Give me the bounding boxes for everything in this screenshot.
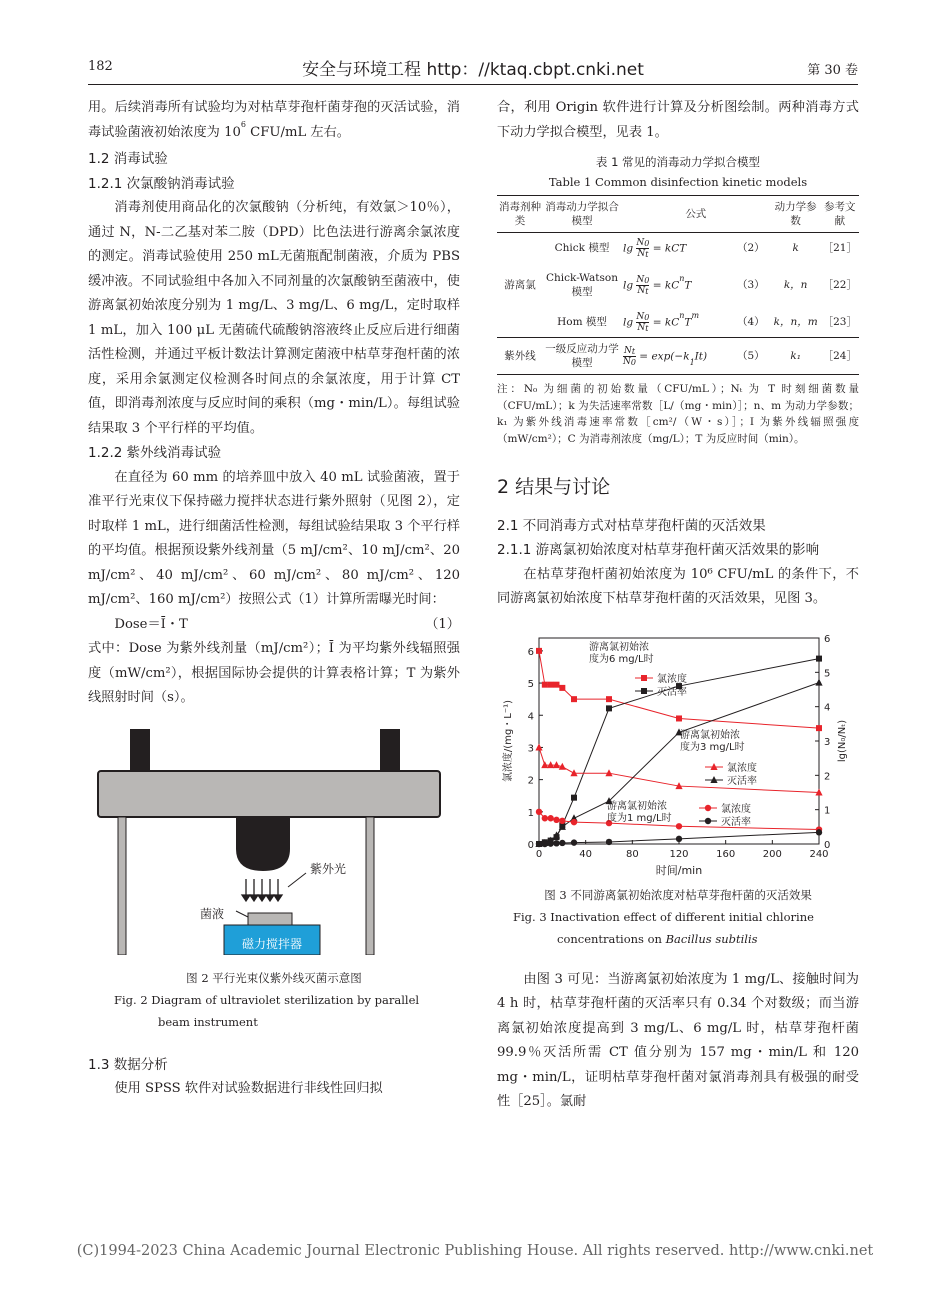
data-point xyxy=(559,817,565,823)
legend-group-label: 游离氯初始浓 xyxy=(607,800,667,812)
left-post xyxy=(130,729,150,771)
table1-note: 注：N₀ 为细菌的初始数量（CFU/mL）；Nₜ 为 T 时刻细菌数量（CFU/mL）；k 为失活速率常数［L/（mg・min）］；n、m 为动力学参数；k₁ 为紫外线消毒速率常数［cm²/（W・s）］；I 为紫外线辐照强度（mW/cm²）；C 为消毒剂浓度（mg/L）；T 为反应时间（min）。 xyxy=(497,383,859,445)
uv-lamp xyxy=(236,817,290,871)
data-point xyxy=(536,647,542,653)
data-point xyxy=(676,835,682,841)
y-right-axis-label: lg(N₀/Nₜ) xyxy=(837,719,848,762)
y-tick-label: 4 xyxy=(527,710,534,722)
y-right-tick-label: 5 xyxy=(824,667,831,679)
data-point xyxy=(553,816,559,822)
data-point xyxy=(536,840,542,846)
section-2-1: 2.1 不同消毒方式对枯草芽孢杆菌的灭活效果 xyxy=(497,517,766,534)
paragraph-equation-legend: 式中：Dose 为紫外线剂量（mJ/cm²）；Ī 为平均紫外线辐照强度（mW/cm²），根据国际协会提供的计算表格计算；T 为紫外线照射时间（s）。 xyxy=(88,641,460,705)
y-right-tick-label: 1 xyxy=(824,805,831,817)
beam-plate xyxy=(98,771,440,817)
th-formula: 公式 xyxy=(621,196,771,233)
y-right-tick-label: 0 xyxy=(824,839,831,851)
x-tick-label: 240 xyxy=(809,848,829,860)
journal-title: 安全与环境工程 http：//ktaq.cbpt.cnki.net xyxy=(302,60,644,80)
legend-conc-label: 氯浓度 xyxy=(721,803,751,815)
data-point xyxy=(676,715,682,721)
y-tick-label: 0 xyxy=(527,839,534,851)
data-point xyxy=(606,696,612,702)
section-1-2: 1.2 消毒试验 xyxy=(88,151,168,167)
table-row: Hom 模型 lg $\frac{N0}{Nt} = kC^nT^m$ （4） k，n，m ［23］ xyxy=(557,310,857,333)
legend-group-label: 度为6 mg/L时 xyxy=(589,653,654,665)
data-point xyxy=(676,823,682,829)
volume-label: 第 30 卷 xyxy=(807,63,858,78)
data-point xyxy=(816,655,822,661)
data-point xyxy=(816,829,822,835)
sample-dish xyxy=(248,913,292,925)
data-point xyxy=(815,678,822,685)
x-tick-label: 80 xyxy=(625,848,639,860)
y-tick-label: 6 xyxy=(527,646,534,658)
th-model: 消毒动力学拟合模型 xyxy=(543,196,621,233)
data-point xyxy=(816,725,822,731)
section-2: 2 结果与讨论 xyxy=(497,476,611,498)
legend-marker-inact xyxy=(705,817,711,823)
data-point xyxy=(606,838,612,844)
left-column xyxy=(88,96,460,1102)
data-point xyxy=(559,684,565,690)
th-kind: 消毒剂种类 xyxy=(497,196,543,233)
series-line xyxy=(539,682,819,843)
legend-inact-label: 灭活率 xyxy=(721,816,751,828)
legend-inact-label: 灭活率 xyxy=(727,775,757,787)
data-point xyxy=(559,839,565,845)
y-right-tick-label: 6 xyxy=(824,633,831,645)
legend-conc-label: 氯浓度 xyxy=(727,762,757,774)
data-point xyxy=(571,839,577,845)
paragraph-cont: 用。后续消毒所有试验均为对枯草芽孢杆菌芽孢的灭活试验，消毒试验菌液初始浓度为 $10^6$ CFU/mL 左右。 xyxy=(88,100,460,140)
x-axis-label: 时间/min xyxy=(655,863,703,877)
data-point xyxy=(548,681,554,687)
legend-marker-conc xyxy=(641,675,647,681)
y-right-tick-label: 3 xyxy=(824,736,831,748)
data-point xyxy=(547,840,553,846)
copyright-footer: (C)1994-2023 China Academic Journal Electronic Publishing House. All rights reserved. http://www.cnki.net xyxy=(76,1243,874,1259)
data-point xyxy=(553,840,559,846)
th-param: 动力学参数 xyxy=(771,196,821,233)
liquid-label: 菌液 xyxy=(200,906,225,921)
legend-group-label: 度为3 mg/L时 xyxy=(680,741,745,753)
data-point xyxy=(547,815,553,821)
fig2-caption-en1: Fig. 2 Diagram of ultraviolet sterilization by parallel xyxy=(114,992,420,1007)
right-column xyxy=(497,96,859,1115)
table-row: 游离氯 Chick 模型 lg $\frac{N0}{Nt}$ = kCT （2） k ［21］ xyxy=(504,237,857,291)
y-tick-label: 3 xyxy=(527,742,534,754)
legend-group-label: 游离氯初始浓 xyxy=(680,729,740,741)
x-tick-label: 200 xyxy=(762,848,782,860)
data-point xyxy=(571,818,577,824)
table-row: Chick-Watson 模型 lg $\frac{N0}{Nt} = kC^nT$ （3） k，n ［22］ xyxy=(545,272,857,298)
right-post xyxy=(380,729,400,771)
fig2-caption-cn: 图 2 平行光束仪紫外线灭菌示意图 xyxy=(186,970,362,985)
data-point xyxy=(542,681,548,687)
section-1-2-2: 1.2.2 紫外线消毒试验 xyxy=(88,445,222,461)
paragraph-fig3-discussion: 由图 3 可见：当游离氯初始浓度为 1 mg/L、接触时间为 4 h 时，枯草芽孢杆菌的灭活率只有 0.34 个对数级；而当游离氯初始浓度提高到 3 mg/L、6 mg/L 时，枯草芽孢杆菌 99.9％灭活所需 CT 值分别为 157 mg・min/L 和 120 mg・min/L，证明枯草芽孢杆菌对氯消毒剂具有极强的耐受性［25］。氯耐 xyxy=(497,971,859,1109)
uv-arrows xyxy=(242,873,306,901)
y-right-tick-label: 2 xyxy=(824,770,831,782)
legend-marker-inact xyxy=(641,688,647,694)
y-axis-label: 氯浓度/(mg・L⁻¹) xyxy=(503,699,514,782)
section-1-2-1: 1.2.1 次氯酸钠消毒试验 xyxy=(88,175,235,192)
fig3-caption-en2: concentrations on Bacillus subtilis xyxy=(557,931,758,946)
x-tick-label: 40 xyxy=(579,848,593,860)
section-2-1-1: 2.1.1 游离氯初始浓度对枯草芽孢杆菌灭活效果的影响 xyxy=(497,542,820,558)
figure-2 xyxy=(88,729,460,955)
y-tick-label: 5 xyxy=(527,678,534,690)
page-number: 182 xyxy=(88,59,113,74)
table1-caption-en: Table 1 Common disinfection kinetic models xyxy=(548,175,808,189)
legend-marker-conc xyxy=(705,804,711,810)
section-1-3: 1.3 数据分析 xyxy=(88,1056,168,1073)
y-right-tick-label: 4 xyxy=(824,702,831,714)
legend-group-label: 度为1 mg/L时 xyxy=(607,812,672,824)
data-point xyxy=(571,794,577,800)
uv-apparatus-diagram xyxy=(88,729,460,955)
figure-3 xyxy=(497,626,859,878)
kinetic-models-table xyxy=(497,195,859,375)
x-tick-label: 120 xyxy=(669,848,689,860)
plot-frame xyxy=(539,638,819,844)
right-leg xyxy=(366,817,374,955)
fig2-caption-en2: beam instrument xyxy=(158,1014,258,1029)
x-tick-label: 0 xyxy=(535,848,543,860)
uv-label: 紫外光 xyxy=(310,861,347,876)
paragraph-fig3-intro: 在枯草芽孢杆菌初始浓度为 10⁶ CFU/mL 的条件下，不同游离氯初始浓度下枯草芽孢杆菌的灭活效果，见图 3。 xyxy=(497,566,859,606)
table1-caption-cn: 表 1 常见的消毒动力学拟合模型 xyxy=(595,155,761,169)
y-tick-label: 1 xyxy=(527,807,534,819)
data-point xyxy=(554,681,560,687)
data-point xyxy=(606,705,612,711)
data-point xyxy=(536,808,542,814)
legend-inact-label: 灭活率 xyxy=(657,686,687,698)
paragraph-chlorine: 消毒剂使用商品化的次氯酸钠（分析纯，有效氯＞10％），通过 N，N-二乙基对苯二胺（DPD）比色法进行游离余氯浓度的测定。消毒试验使用 250 mL无菌瓶配制菌液，介质为 PBS 缓冲液。不同试验组中各加入不同剂量的次氯酸钠至菌液中，使游离氯初始浓度分别为 1 mg/L、3 mg/L、6 mg/L，定时取样 1 mL，加入 100 μL 无菌硫代硫酸钠溶液终止反应后进行细菌活性检测，并通过平板计数法计算测定菌液中枯草芽孢杆菌的浓度，采用余氯测定仪检测各时间点的余氯浓度，用于计算 CT 值，即消毒剂浓度与反应时间的乘积（mg・min/L）。每组试验结果取 3 个平行样的平均值。 xyxy=(88,200,460,436)
y-tick-label: 2 xyxy=(527,775,534,787)
paragraph-uv: 在直径为 60 mm 的培养皿中放入 40 mL 试验菌液，置于准平行光束仪下保持磁力搅拌状态进行紫外照射（见图 2），定时取样 1 mL，进行细菌活性检测，每组试验结果取 3 个平行样的平均值。根据预设紫外线剂量（5 mJ/cm²、10 mJ/cm²、20 mJ/cm²、40 mJ/cm²、60 mJ/cm²、80 mJ/cm²、120 mJ/cm²、160 mJ/cm²）按照公式（1）计算所需曝光时间： xyxy=(88,469,460,607)
th-ref: 参考文献 xyxy=(821,196,859,233)
x-tick-label: 160 xyxy=(716,848,736,860)
data-point xyxy=(542,840,548,846)
legend-group-label: 游离氯初始浓 xyxy=(589,641,649,653)
running-header xyxy=(88,55,858,85)
legend-conc-label: 氯浓度 xyxy=(657,673,687,685)
fig3-caption-en1: Fig. 3 Inactivation effect of different initial chlorine xyxy=(513,909,814,924)
data-point xyxy=(542,815,548,821)
equation-1: Dose＝Ī・T （1） xyxy=(114,616,460,632)
paragraph-cont-right: 合，利用 Origin 软件进行计算及分析图绘制。两种消毒方式下动力学拟合模型，见表 1。 xyxy=(497,100,859,140)
table-row: 紫外线 一级反应动力学模型 $\frac{Nt}{N0} = \exp(-k1It)$ （5） k₁ ［24］ xyxy=(497,338,859,375)
paragraph-data-analysis: 使用 SPSS 软件对试验数据进行非线性回归拟 xyxy=(114,1081,383,1096)
chlorine-inactivation-chart xyxy=(497,626,859,878)
stirrer-label: 磁力搅拌器 xyxy=(241,936,302,951)
left-leg xyxy=(118,817,126,955)
fig3-caption-cn: 图 3 不同游离氯初始浓度对枯草芽孢杆菌的灭活效果 xyxy=(544,887,812,902)
data-point xyxy=(571,696,577,702)
